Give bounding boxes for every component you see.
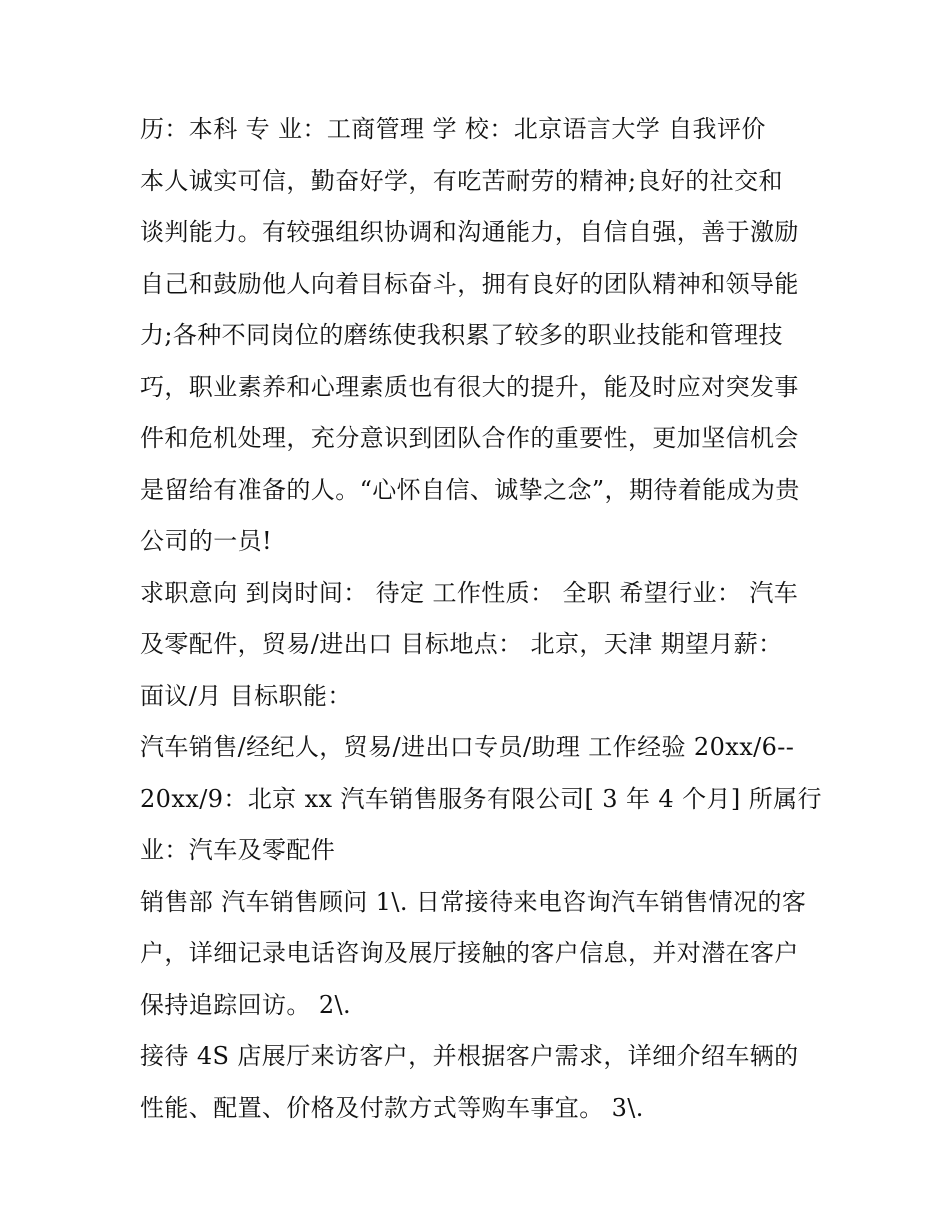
- text-line: 历：本科 专 业：工商管理 学 校：北京语言大学 自我评价: [140, 115, 766, 143]
- document-body: [140, 110, 820, 1140]
- text-line: 力;各种不同岗位的磨练使我积累了较多的职业技能和管理技: [140, 321, 783, 349]
- text-line: 接待 4S 店展厅来访客户，并根据客户需求，详细介绍车辆的: [140, 1042, 799, 1070]
- text-line: 及零配件，贸易/进出口 目标地点： 北京，天津 期望月薪：: [140, 630, 783, 658]
- text-line: 性能、配置、价格及付款方式等购车事宜。 3\.: [140, 1093, 644, 1122]
- text-line: 本人诚实可信，勤奋好学，有吃苦耐劳的精神;良好的社交和: [140, 166, 783, 195]
- text-line: 件和危机处理，充分意识到团队合作的重要性，更加坚信机会: [140, 424, 799, 452]
- text-line: 求职意向 到岗时间： 待定 工作性质： 全职 希望行业： 汽车: [140, 578, 799, 607]
- text-line: 保持追踪回访。 2\.: [140, 990, 352, 1019]
- text-line: 户，详细记录电话咨询及展厅接触的客户信息，并对潜在客户: [140, 939, 799, 967]
- text-line: 汽车销售/经纪人，贸易/进出口专员/助理 工作经验 20xx/6--: [140, 733, 795, 761]
- text-line: 谈判能力。有较强组织协调和沟通能力，自信自强，善于激励: [140, 218, 799, 246]
- text-line: 销售部 汽车销售顾问 1\. 日常接待来电咨询汽车销售情况的客: [140, 887, 807, 916]
- text-line: 业：汽车及零配件: [140, 836, 336, 864]
- text-line: 自己和鼓励他人向着目标奋斗，拥有良好的团队精神和领导能: [140, 269, 799, 298]
- text-line: 面议/月 目标职能：: [140, 681, 352, 710]
- text-line: 20xx/9：北京 xx 汽车销售服务有限公司[ 3 年 4 个月] 所属行: [140, 784, 822, 813]
- text-line: 巧，职业素养和心理素质也有很大的提升，能及时应对突发事: [140, 372, 799, 401]
- text-line: 公司的一员!: [140, 527, 273, 555]
- text-line: 是留给有准备的人。“心怀自信、诚挚之念”，期待着能成为贵: [140, 475, 800, 504]
